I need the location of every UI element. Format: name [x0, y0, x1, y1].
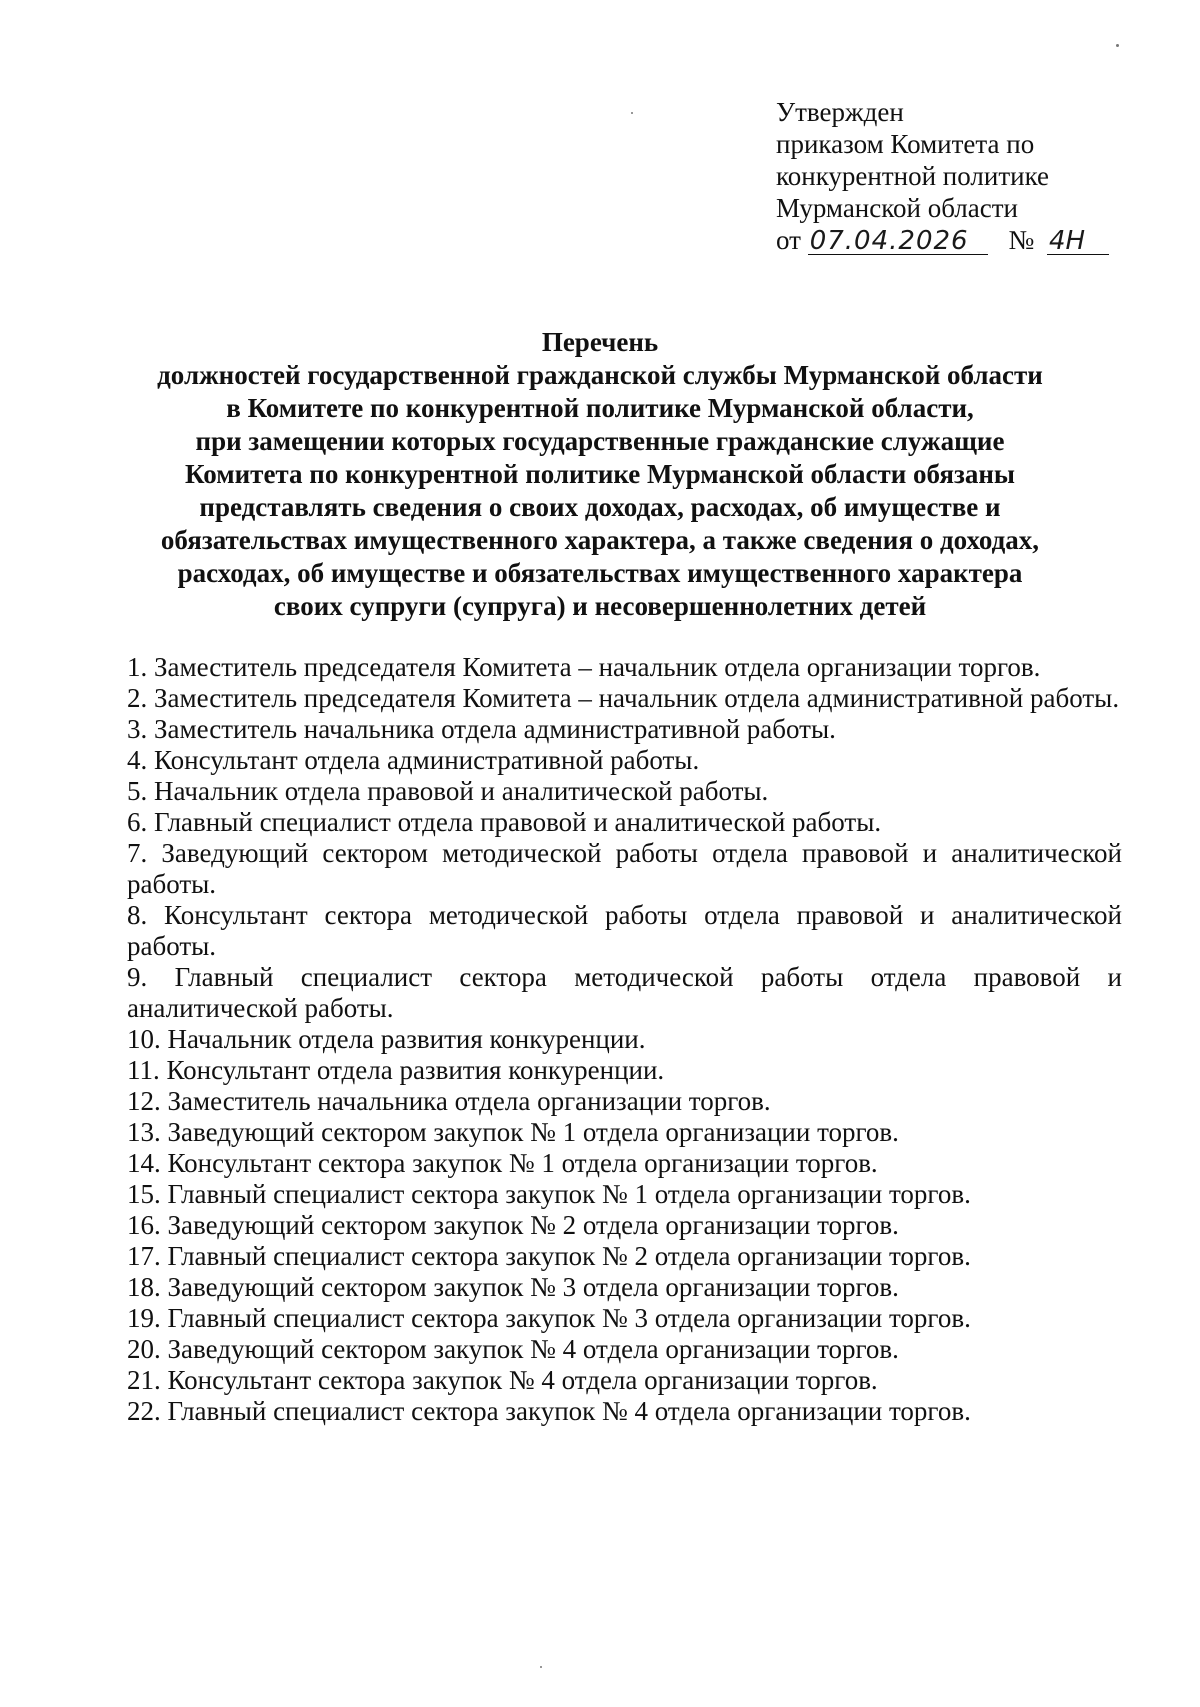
approval-line-1: Утвержден [776, 97, 904, 127]
list-item: 21. Консультант сектора закупок № 4 отдела организации торгов. [127, 1365, 878, 1395]
list-item: 1. Заместитель председателя Комитета – начальник отдела организации торгов. [127, 652, 1041, 682]
list-item: 10. Начальник отдела развития конкуренции. [127, 1024, 646, 1054]
list-item: 17. Главный специалист сектора закупок № 2 отдела организации торгов. [127, 1241, 971, 1271]
list-item: 16. Заведующий сектором закупок № 2 отдела организации торгов. [127, 1210, 899, 1240]
list-item: 8. Консультант сектора методической работы отдела правовой и аналитической работы. [127, 900, 1122, 961]
approval-date-line [776, 224, 1156, 256]
list-item: 13. Заведующий сектором закупок № 1 отдела организации торгов. [127, 1117, 899, 1147]
list-item: 6. Главный специалист отдела правовой и аналитической работы. [127, 807, 882, 837]
list-item: 18. Заведующий сектором закупок № 3 отдела организации торгов. [127, 1272, 899, 1302]
title-line: в Комитете по конкурентной политике Мурманской области, [226, 393, 974, 423]
title-heading: Перечень [541, 327, 659, 357]
approval-date-handwritten: 07.04.2026 [808, 228, 988, 255]
title-line: Комитета по конкурентной политике Мурманской области обязаны [185, 459, 1015, 489]
approval-date-prefix: от [776, 225, 801, 255]
scan-speck [1116, 44, 1119, 47]
list-item: 7. Заведующий сектором методической работы отдела правовой и аналитической работы. [127, 838, 1122, 899]
approval-line-3: конкурентной политике [776, 161, 1050, 191]
list-item: 4. Консультант отдела административной работы. [127, 745, 700, 775]
title-line: расходах, об имуществе и обязательствах имущественного характера [177, 558, 1023, 588]
list-item: 15. Главный специалист сектора закупок № 1 отдела организации торгов. [127, 1179, 971, 1209]
list-item: 12. Заместитель начальника отдела организации торгов. [127, 1086, 771, 1116]
approval-line-2: приказом Комитета по [776, 129, 1035, 159]
scan-speck [540, 1666, 542, 1668]
approval-number-handwritten: 4Н [1047, 228, 1109, 255]
approval-number-label: № [1008, 225, 1035, 255]
approval-line-4: Мурманской области [776, 193, 1018, 223]
list-item: 9. Главный специалист сектора методической работы отдела правовой и аналитической работы. [127, 962, 1122, 1023]
list-item: 19. Главный специалист сектора закупок № 3 отдела организации торгов. [127, 1303, 971, 1333]
list-item: 14. Консультант сектора закупок № 1 отдела организации торгов. [127, 1148, 878, 1178]
positions-list [127, 652, 1122, 1427]
document-title [100, 326, 1100, 623]
title-line: при замещении которых государственные гражданские служащие [195, 426, 1005, 456]
title-line: своих супруги (супруга) и несовершеннолетних детей [273, 591, 927, 621]
list-item: 20. Заведующий сектором закупок № 4 отдела организации торгов. [127, 1334, 899, 1364]
approval-stamp-block [776, 96, 1156, 256]
list-item: 22. Главный специалист сектора закупок № 4 отдела организации торгов. [127, 1396, 971, 1426]
list-item: 2. Заместитель председателя Комитета – начальник отдела административной работы. [127, 683, 1120, 713]
list-item: 11. Консультант отдела развития конкуренции. [127, 1055, 665, 1085]
title-line: представлять сведения о своих доходах, расходах, об имуществе и [199, 492, 1001, 522]
list-item: 5. Начальник отдела правовой и аналитической работы. [127, 776, 769, 806]
title-line: должностей государственной гражданской службы Мурманской области [157, 360, 1043, 390]
title-line: обязательствах имущественного характера, а также сведения о доходах, [160, 525, 1040, 555]
list-item: 3. Заместитель начальника отдела административной работы. [127, 714, 836, 744]
scan-speck [631, 112, 633, 114]
